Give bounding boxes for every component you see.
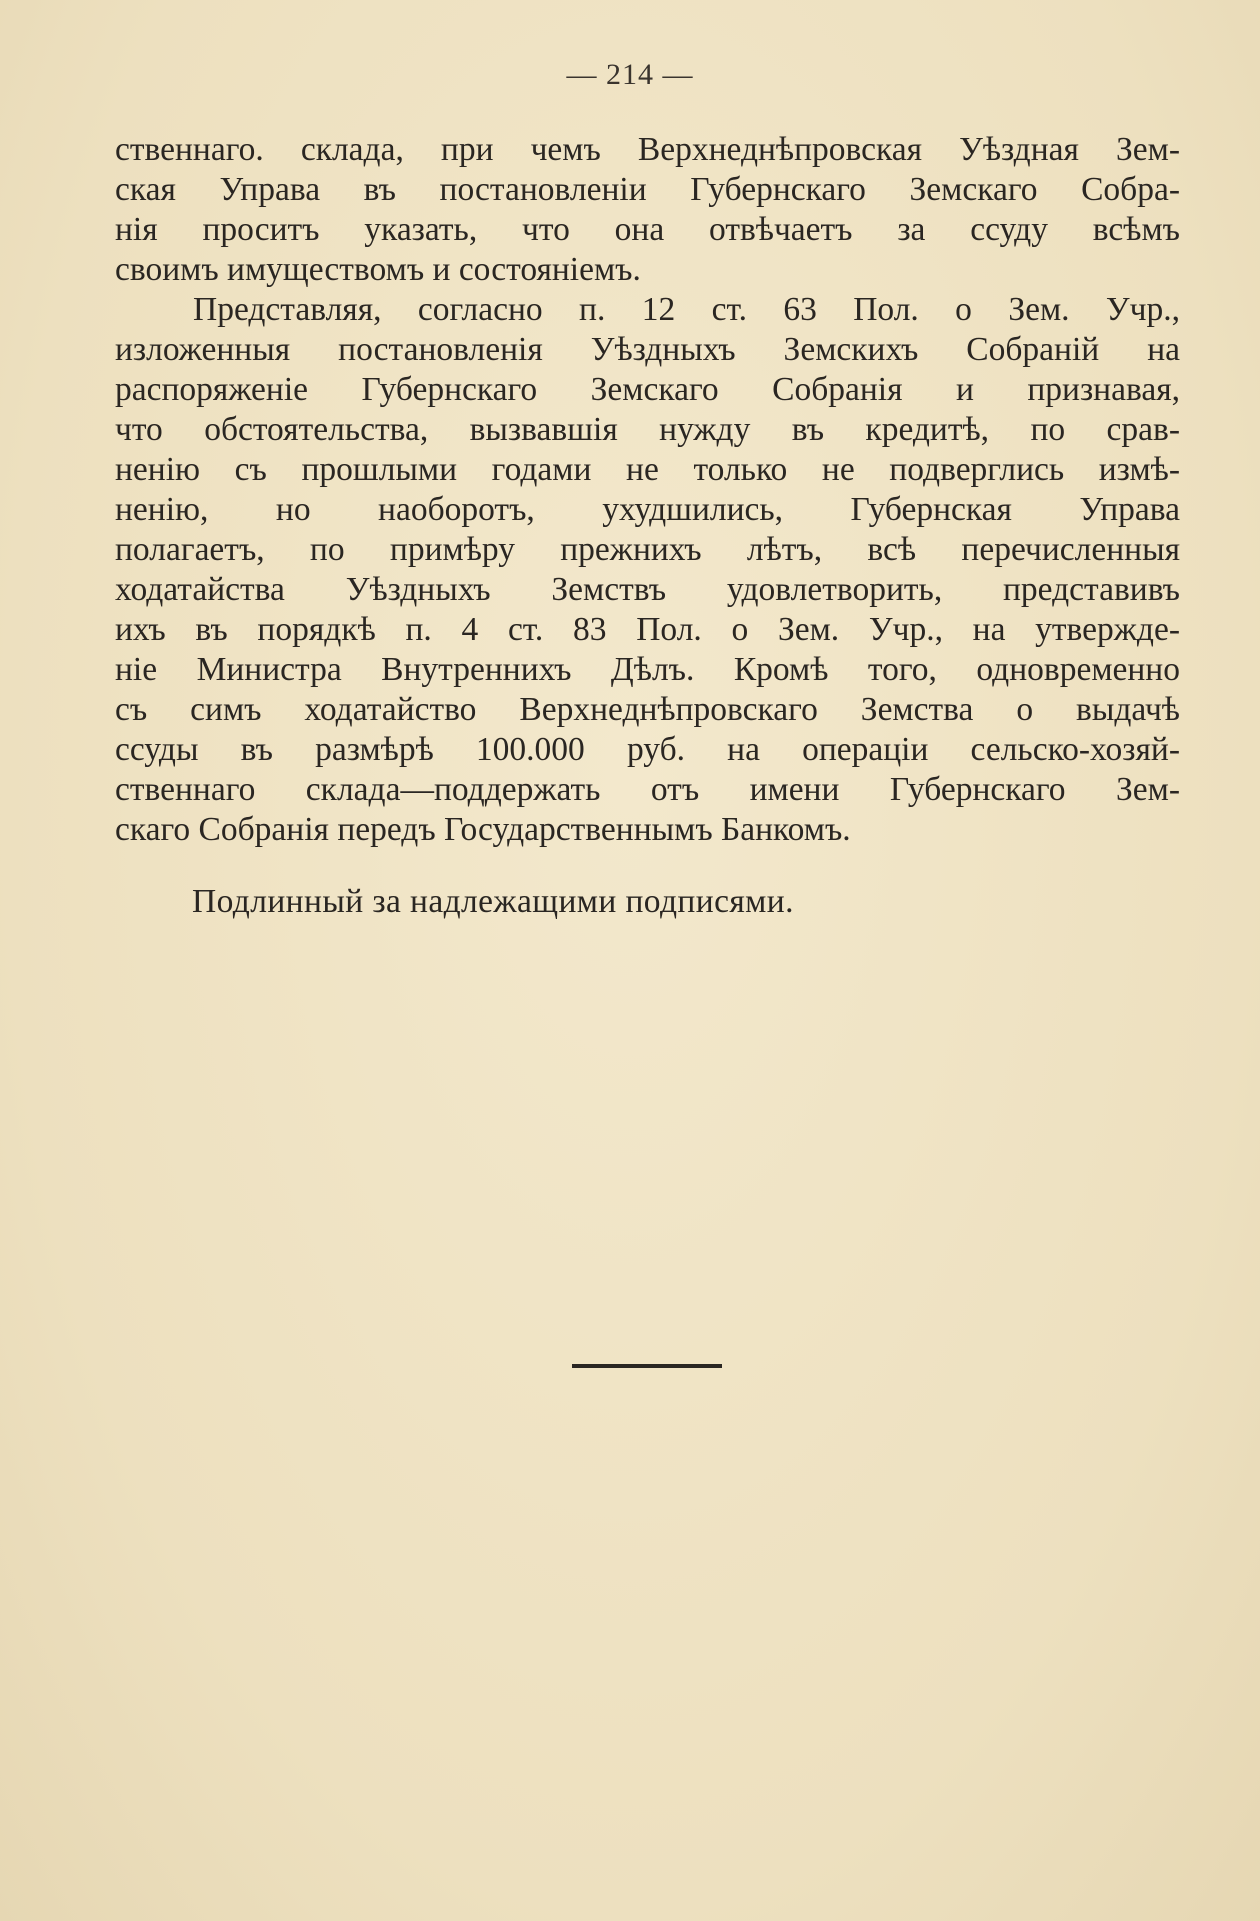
text-line: ственнаго склада—поддержать отъ имени Губернскаго Зем-	[115, 771, 1180, 808]
text-line: ненію съ прошлыми годами не только не подверглись измѣ-	[115, 451, 1180, 488]
page-number: — 214 —	[566, 58, 694, 91]
text-line: скаго Собранія передъ Государственнымъ Банкомъ.	[115, 811, 851, 848]
paragraph-1	[115, 130, 1180, 290]
text-line: распоряженіе Губернскаго Земскаго Собранія и признавая,	[115, 371, 1180, 408]
text-line: изложенныя постановленія Уѣздныхъ Земскихъ Собраній на	[115, 331, 1180, 368]
closing-rule	[572, 1364, 722, 1368]
text-line: съ симъ ходатайство Верхнеднѣпровскаго Земства о выдачѣ	[115, 691, 1180, 728]
text-line: ніе Министра Внутреннихъ Дѣлъ. Кромѣ того, одновременно	[115, 651, 1180, 688]
text-line: ственнаго. склада, при чемъ Верхнеднѣпровская Уѣздная Зем-	[115, 131, 1180, 168]
text-line: Представляя, согласно п. 12 ст. 63 Пол. о Зем. Учр.,	[193, 291, 1180, 328]
text-line: ихъ въ порядкѣ п. 4 ст. 83 Пол. о Зем. Учр., на утвержде-	[115, 611, 1180, 648]
body-text	[115, 130, 1180, 850]
text-line: нія проситъ указать, что она отвѣчаетъ за ссуду всѣмъ	[115, 211, 1180, 248]
text-line: ссуды въ размѣрѣ 100.000 руб. на операціи сельско-хозяй-	[115, 731, 1180, 768]
text-line: своимъ имуществомъ и состояніемъ.	[115, 251, 641, 288]
text-line: ненію, но наоборотъ, ухудшились, Губернская Управа	[115, 491, 1180, 528]
text-line: что обстоятельства, вызвавшія нужду въ кредитѣ, по срав-	[115, 411, 1180, 448]
paragraph-2	[115, 290, 1180, 850]
text-line: ходатайства Уѣздныхъ Земствъ удовлетворить, представивъ	[115, 571, 1180, 608]
text-line: полагаетъ, по примѣру прежнихъ лѣтъ, всѣ перечисленныя	[115, 531, 1180, 568]
text-line: ская Управа въ постановленіи Губернскаго Земскаго Собра-	[115, 171, 1180, 208]
signature-note: Подлинный за надлежащими подписями.	[192, 883, 794, 920]
